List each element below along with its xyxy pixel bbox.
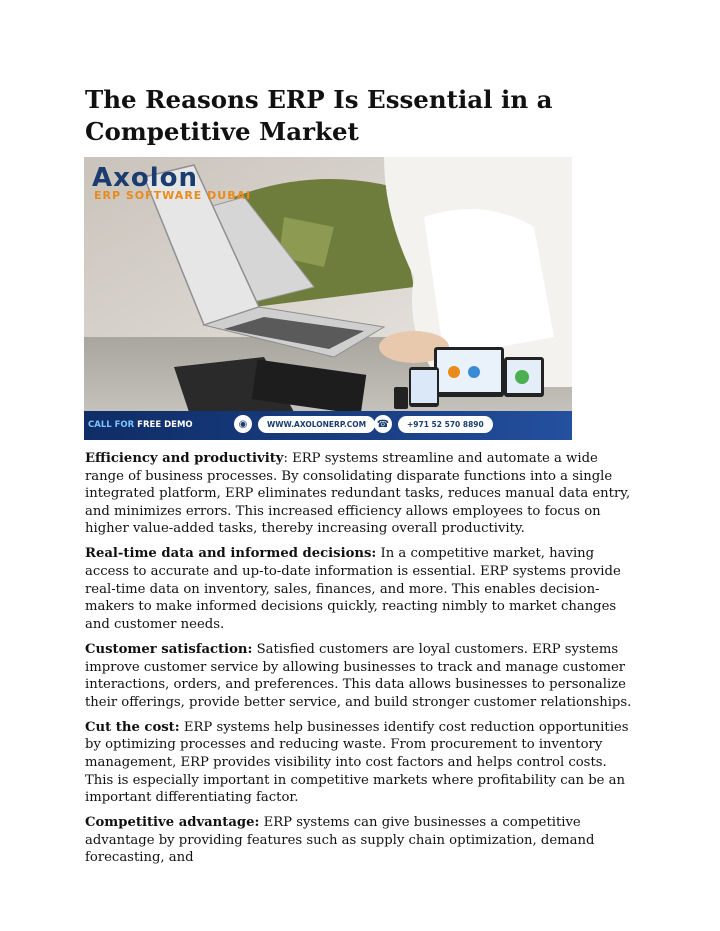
paragraph-heading: Real-time data and informed decisions:: [85, 546, 377, 562]
paragraph-heading: Customer satisfaction:: [85, 641, 253, 657]
brand-logo: Axolon: [92, 163, 199, 193]
website-block: [234, 415, 375, 433]
paragraph-realtime: Real-time data and informed decisions: In a competitive market, having access to accurate and up-to-date information is essential. ERP systems provide real-time data on inventory, sales, finances, and more. This enables decision-makers to make informed decisions quickly, reacting nimbly to market changes and customer needs.: [85, 546, 621, 632]
free-demo-text: FREE DEMO: [137, 420, 193, 430]
paragraph-heading: Competitive advantage:: [85, 815, 260, 831]
paragraph-cost: Cut the cost: ERP systems help businesses identify cost reduction opportunities by optimizing processes and reducing waste. From procurement to inventory management, ERP provides visibility into cost factors and helps control costs. This is especially important in competitive markets where profitability can be an important differentiating factor.: [85, 719, 629, 806]
paragraph-efficiency: Efficiency and productivity: ERP systems streamline and automate a wide range of business processes. By consolidating disparate functions into a single integrated platform, ERP eliminates redundant tasks, reduces manual data entry, and minimizes errors. This increased efficiency allows employees to focus on higher value-added tasks, thereby increasing overall productivity.: [85, 451, 631, 537]
brand-subtitle: ERP SOFTWARE DUBAI: [94, 189, 252, 202]
phone-icon: ☎: [374, 415, 392, 433]
globe-icon: ◉: [234, 415, 252, 433]
paragraph-heading: Cut the cost:: [85, 719, 180, 735]
phone-block: [374, 415, 493, 433]
hero-image: [84, 157, 572, 440]
article-body: [85, 450, 635, 875]
demo-callout: [88, 420, 193, 430]
page-title: The Reasons ERP Is Essential in a Competitive Market: [85, 85, 553, 146]
call-for-text: CALL FOR: [88, 420, 135, 430]
website-text: WWW.AXOLONERP.COM: [258, 416, 375, 433]
paragraph-heading: Efficiency and productivity: [85, 451, 284, 466]
contact-banner: [84, 411, 572, 440]
phone-text: +971 52 570 8890: [398, 416, 493, 433]
paragraph-advantage: Competitive advantage: ERP systems can give businesses a competitive advantage by providing features such as supply chain optimization, demand forecasting, and: [85, 815, 595, 866]
paragraph-customer: Customer satisfaction: Satisfied customers are loyal customers. ERP systems improve customer service by allowing businesses to track and manage customer interactions, orders, and preferences. This data allows businesses to personalize their offerings, provide better service, and build stronger customer relationships.: [85, 641, 632, 710]
